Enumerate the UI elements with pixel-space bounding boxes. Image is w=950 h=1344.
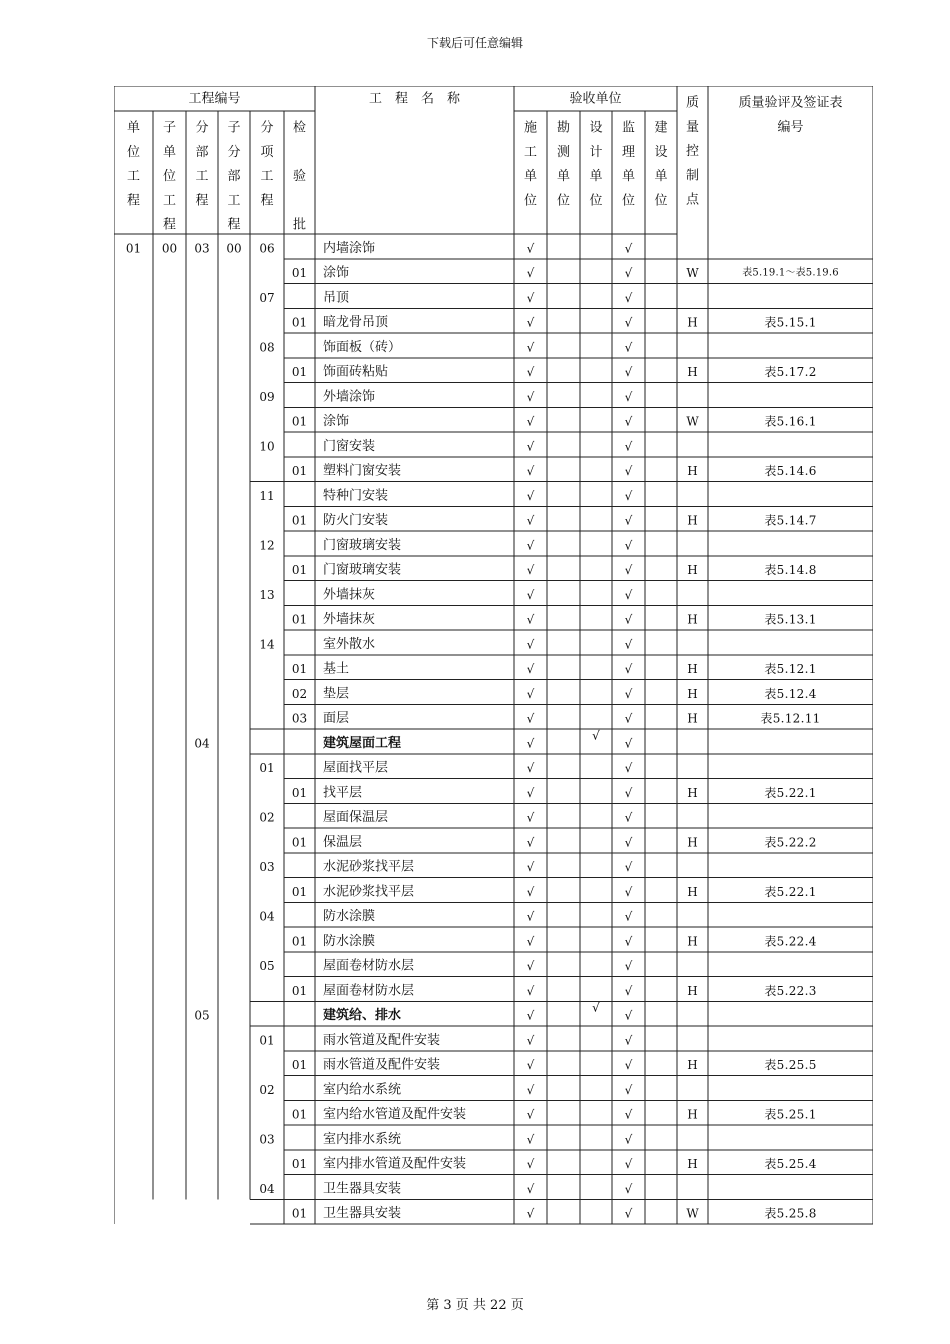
acceptance-check-3: √: [624, 884, 633, 899]
code-cell-5: 01: [291, 513, 308, 528]
acceptance-check-0: √: [526, 563, 535, 578]
acceptance-check-3: √: [624, 414, 633, 429]
project-name-cell: 建筑屋面工程: [323, 735, 402, 751]
header-project-code: 工程编号: [188, 91, 241, 107]
code-cell-1: 00: [161, 241, 178, 256]
acceptance-check-3: √: [624, 1033, 633, 1048]
quality-form-ref-cell: 表5.22.1: [764, 785, 817, 800]
header-code-col-1: 位: [162, 169, 177, 185]
project-name-cell: 水泥砂浆找平层: [323, 884, 415, 900]
acceptance-check-3: √: [624, 1107, 633, 1122]
acceptance-check-3: √: [624, 686, 633, 701]
acceptance-check-0: √: [526, 488, 535, 503]
acceptance-check-3: √: [624, 563, 633, 578]
header-unit-col-3: 位: [621, 193, 636, 209]
quality-control-point-cell: H: [687, 884, 698, 899]
acceptance-check-3: √: [624, 513, 633, 528]
quality-form-ref-cell: 表5.22.3: [764, 983, 817, 998]
header-code-col-3: 工: [227, 193, 241, 209]
quality-form-ref-cell: 表5.25.4: [764, 1157, 817, 1172]
project-name-cell: 面层: [323, 711, 350, 727]
header-unit-col-0: 单: [523, 169, 538, 185]
quality-control-point-cell: H: [687, 934, 698, 949]
acceptance-check-0: √: [526, 835, 535, 850]
quality-form-ref-cell: 表5.22.4: [764, 934, 817, 949]
quality-form-ref-cell: 表5.25.5: [764, 1058, 817, 1073]
project-name-cell: 雨水管道及配件安装: [323, 1057, 441, 1073]
header-unit-col-0: 施: [523, 120, 538, 136]
project-name-cell: 涂饰: [323, 265, 350, 281]
header-code-col-4: 分: [260, 120, 274, 136]
header-unit-col-1: 单: [556, 169, 571, 185]
project-name-cell: 卫生器具安装: [323, 1181, 402, 1197]
code-cell-5: 02: [291, 686, 308, 701]
header-code-col-3: 程: [227, 217, 241, 233]
header-code-col-3: 部: [227, 169, 241, 185]
code-cell-5: 01: [291, 983, 308, 998]
acceptance-check-0: √: [526, 241, 535, 256]
code-cell-0: 01: [125, 241, 142, 256]
header-code-col-2: 工: [195, 169, 209, 185]
header-acceptance-units: 验收单位: [569, 91, 622, 107]
acceptance-check-0: √: [526, 1008, 535, 1023]
acceptance-check-3: √: [624, 1082, 633, 1097]
acceptance-check-3: √: [624, 1157, 633, 1172]
header-unit-col-0: 工: [523, 144, 538, 160]
acceptance-check-0: √: [526, 414, 535, 429]
header-quality-form: 编号: [777, 119, 804, 135]
header-quality-form: 质量验评及签证表: [738, 95, 843, 111]
header-code-col-0: 工: [126, 169, 141, 185]
acceptance-check-0: √: [526, 513, 535, 528]
quality-form-ref-cell: 表5.25.8: [764, 1206, 817, 1221]
quality-form-ref-cell: 表5.14.6: [764, 464, 817, 479]
acceptance-check-0: √: [526, 1157, 535, 1172]
code-cell-5: 01: [291, 835, 308, 850]
code-cell-3: 00: [226, 241, 242, 256]
project-name-cell: 内墙涂饰: [323, 240, 376, 256]
code-cell-2: 05: [194, 1008, 210, 1023]
acceptance-check-3: √: [624, 1181, 633, 1196]
header-code-col-1: 程: [162, 217, 177, 233]
code-cell-2: 03: [194, 241, 210, 256]
project-name-cell: 门窗玻璃安装: [323, 562, 402, 578]
code-cell-4: 04: [259, 909, 275, 924]
header-unit-col-2: 计: [589, 144, 603, 160]
quality-form-ref-cell: 表5.12.1: [764, 662, 817, 677]
code-cell-4: 05: [259, 959, 275, 974]
quality-form-ref-cell: 表5.22.1: [764, 884, 817, 899]
quality-form-ref-cell: 表5.15.1: [764, 315, 817, 330]
quality-form-ref-cell: 表5.19.1～表5.19.6: [742, 267, 839, 279]
code-cell-5: 01: [291, 315, 308, 330]
acceptance-check-0: √: [526, 340, 535, 355]
project-name-cell: 屋面找平层: [323, 760, 389, 776]
code-cell-5: 01: [291, 563, 308, 578]
code-cell-4: 14: [259, 637, 275, 652]
project-name-cell: 防水涂膜: [323, 933, 376, 949]
header-code-col-5: 检: [292, 120, 307, 136]
acceptance-check-3: √: [624, 761, 633, 776]
quality-control-point-cell: H: [687, 464, 698, 479]
project-name-cell: 屋面卷材防水层: [323, 983, 415, 999]
project-name-cell: 找平层: [323, 785, 363, 801]
header-code-col-2: 程: [195, 193, 209, 209]
quality-inspection-table: [114, 86, 873, 1226]
header-unit-col-2: 设: [589, 120, 603, 136]
code-cell-4: 03: [259, 860, 275, 875]
acceptance-check-0: √: [526, 290, 535, 305]
quality-form-ref-cell: 表5.16.1: [764, 414, 817, 429]
header-code-col-4: 程: [260, 193, 274, 209]
code-cell-5: 01: [291, 662, 308, 677]
acceptance-check-3: √: [624, 810, 633, 825]
acceptance-check-3: √: [624, 785, 633, 800]
project-name-cell: 屋面保温层: [323, 810, 389, 826]
code-cell-5: 01: [291, 1206, 308, 1221]
header-code-col-5: 验: [292, 169, 307, 185]
header-unit-col-3: 单: [621, 169, 636, 185]
header-code-col-2: 分: [195, 120, 209, 136]
quality-control-point-cell: H: [687, 1157, 698, 1172]
code-cell-4: 07: [259, 290, 275, 305]
project-name-cell: 基土: [323, 661, 350, 677]
code-cell-4: 08: [259, 340, 275, 355]
header-unit-col-0: 位: [523, 193, 538, 209]
header-code-col-4: 项: [260, 144, 274, 160]
acceptance-check-3: √: [624, 835, 633, 850]
acceptance-check-0: √: [526, 1107, 535, 1122]
project-name-cell: 饰面砖粘贴: [323, 364, 389, 380]
acceptance-check-3: √: [624, 959, 633, 974]
quality-form-ref-cell: 表5.17.2: [764, 365, 817, 380]
acceptance-check-3: √: [624, 1206, 633, 1221]
acceptance-check-0: √: [526, 1132, 535, 1147]
quality-control-point-cell: W: [686, 414, 699, 429]
project-name-cell: 雨水管道及配件安装: [323, 1032, 441, 1048]
header-code-col-2: 部: [195, 144, 209, 160]
acceptance-check-0: √: [526, 464, 535, 479]
code-cell-4: 12: [259, 538, 275, 553]
code-cell-4: 04: [259, 1181, 275, 1196]
acceptance-check-3: √: [624, 711, 633, 726]
header-code-col-3: 子: [227, 120, 241, 136]
project-name-cell: 吊顶: [323, 290, 350, 306]
project-name-cell: 室内排水管道及配件安装: [323, 1156, 467, 1172]
header-unit-col-3: 监: [621, 120, 636, 136]
project-name-cell: 室外散水: [323, 636, 376, 652]
quality-control-point-cell: H: [687, 686, 698, 701]
project-name-cell: 外墙涂饰: [323, 389, 376, 405]
header-project-name: 工 程 名 称: [368, 91, 461, 107]
acceptance-check-0: √: [526, 1058, 535, 1073]
project-name-cell: 塑料门窗安装: [323, 463, 402, 479]
header-quality-control-point: 控: [685, 144, 700, 160]
header-unit-col-2: 位: [589, 193, 603, 209]
quality-form-ref-cell: 表5.25.1: [764, 1107, 817, 1122]
acceptance-check-3: √: [624, 637, 633, 652]
header-unit-col-1: 位: [556, 193, 571, 209]
project-name-cell: 涂饰: [323, 414, 350, 430]
acceptance-check-3: √: [624, 587, 633, 602]
quality-form-ref-cell: 表5.14.8: [764, 563, 817, 578]
header-unit-col-3: 理: [621, 144, 636, 160]
acceptance-check-3: √: [624, 1008, 633, 1023]
acceptance-check-3: √: [624, 389, 633, 404]
quality-control-point-cell: H: [687, 835, 698, 850]
acceptance-check-0: √: [526, 909, 535, 924]
acceptance-check-3: √: [624, 860, 633, 875]
project-name-cell: 垫层: [323, 686, 350, 702]
code-cell-4: 13: [259, 587, 275, 602]
quality-control-point-cell: H: [687, 563, 698, 578]
page-footer: 第 3 页 共 22 页: [426, 1298, 524, 1313]
acceptance-check-0: √: [526, 1033, 535, 1048]
quality-control-point-cell: H: [687, 365, 698, 380]
project-name-cell: 暗龙骨吊顶: [323, 315, 389, 331]
acceptance-check-3: √: [624, 340, 633, 355]
acceptance-check-0: √: [526, 389, 535, 404]
header-unit-col-4: 设: [654, 144, 668, 160]
acceptance-check-3: √: [624, 1132, 633, 1147]
code-cell-4: 01: [259, 1033, 275, 1048]
quality-control-point-cell: H: [687, 315, 698, 330]
code-cell-5: 01: [291, 884, 308, 899]
acceptance-check-0: √: [526, 761, 535, 776]
acceptance-check-3: √: [624, 934, 633, 949]
header-unit-col-4: 建: [654, 120, 668, 136]
acceptance-check-3: √: [624, 315, 633, 330]
code-cell-4: 06: [259, 241, 275, 256]
acceptance-check-0: √: [526, 587, 535, 602]
project-name-cell: 室内排水系统: [323, 1131, 402, 1147]
quality-control-point-cell: H: [687, 785, 698, 800]
header-code-col-1: 工: [162, 193, 177, 209]
acceptance-check-2: √: [592, 1000, 600, 1015]
header-code-col-0: 程: [126, 193, 141, 209]
project-name-cell: 屋面卷材防水层: [323, 958, 415, 974]
acceptance-check-0: √: [526, 612, 535, 627]
code-cell-5: 01: [291, 464, 308, 479]
page-header: 下载后可任意编辑: [426, 36, 523, 50]
acceptance-check-3: √: [624, 290, 633, 305]
acceptance-check-3: √: [624, 612, 633, 627]
quality-form-ref-cell: 表5.13.1: [764, 612, 817, 627]
acceptance-check-0: √: [526, 315, 535, 330]
code-cell-4: 11: [259, 488, 275, 503]
project-name-cell: 防水涂膜: [323, 909, 376, 925]
acceptance-check-0: √: [526, 1082, 535, 1097]
acceptance-check-0: √: [526, 365, 535, 380]
acceptance-check-0: √: [526, 983, 535, 998]
header-quality-control-point: 制: [685, 168, 700, 184]
acceptance-check-3: √: [624, 1058, 633, 1073]
quality-control-point-cell: H: [687, 711, 698, 726]
header-code-col-4: 工: [260, 169, 274, 185]
acceptance-check-3: √: [624, 266, 633, 281]
acceptance-check-3: √: [624, 439, 633, 454]
acceptance-check-0: √: [526, 1181, 535, 1196]
acceptance-check-3: √: [624, 736, 633, 751]
acceptance-check-0: √: [526, 1206, 535, 1221]
code-cell-4: 01: [259, 761, 275, 776]
header-unit-col-4: 位: [654, 193, 668, 209]
project-name-cell: 门窗玻璃安装: [323, 537, 402, 553]
project-name-cell: 水泥砂浆找平层: [323, 859, 415, 875]
acceptance-check-3: √: [624, 488, 633, 503]
acceptance-check-0: √: [526, 538, 535, 553]
acceptance-check-3: √: [624, 909, 633, 924]
header-quality-control-point: 量: [685, 119, 700, 135]
code-cell-5: 01: [291, 414, 308, 429]
acceptance-check-0: √: [526, 934, 535, 949]
header-code-col-3: 分: [227, 144, 241, 160]
quality-form-ref-cell: 表5.12.11: [760, 711, 821, 726]
code-cell-5: 03: [291, 711, 308, 726]
header-unit-col-1: 勘: [556, 120, 571, 136]
header-unit-col-2: 单: [589, 169, 603, 185]
acceptance-check-0: √: [526, 884, 535, 899]
code-cell-5: 01: [291, 785, 308, 800]
quality-control-point-cell: H: [687, 983, 698, 998]
code-cell-5: 01: [291, 934, 308, 949]
acceptance-check-0: √: [526, 662, 535, 677]
quality-form-ref-cell: 表5.22.2: [764, 835, 817, 850]
project-name-cell: 门窗安装: [323, 438, 376, 454]
acceptance-check-0: √: [526, 785, 535, 800]
code-cell-4: 09: [259, 389, 275, 404]
acceptance-check-3: √: [624, 538, 633, 553]
project-name-cell: 建筑给、排水: [323, 1008, 402, 1024]
quality-control-point-cell: W: [686, 266, 699, 281]
code-cell-5: 01: [291, 365, 308, 380]
acceptance-check-3: √: [624, 464, 633, 479]
project-name-cell: 外墙抹灰: [323, 587, 376, 603]
code-cell-5: 01: [291, 1107, 308, 1122]
code-cell-4: 03: [259, 1132, 275, 1147]
project-name-cell: 保温层: [323, 834, 363, 850]
header-code-col-0: 位: [126, 144, 141, 160]
quality-control-point-cell: H: [687, 612, 698, 627]
header-code-col-1: 单: [162, 144, 177, 160]
header-code-col-5: 批: [292, 217, 307, 233]
header-code-col-0: 单: [126, 120, 141, 136]
header-quality-control-point: 点: [685, 192, 700, 208]
project-name-cell: 外墙抹灰: [323, 612, 376, 628]
code-cell-5: 01: [291, 1157, 308, 1172]
acceptance-check-0: √: [526, 959, 535, 974]
project-name-cell: 特种门安装: [323, 488, 389, 504]
acceptance-check-0: √: [526, 686, 535, 701]
acceptance-check-3: √: [624, 241, 633, 256]
acceptance-check-3: √: [624, 662, 633, 677]
header-code-col-1: 子: [162, 120, 177, 136]
code-cell-4: 10: [259, 439, 275, 454]
quality-control-point-cell: H: [687, 1058, 698, 1073]
header-unit-col-1: 测: [556, 144, 571, 160]
acceptance-check-0: √: [526, 736, 535, 751]
quality-control-point-cell: H: [687, 1107, 698, 1122]
code-cell-5: 01: [291, 266, 308, 281]
header-quality-control-point: 质: [685, 95, 700, 111]
code-cell-4: 02: [259, 1082, 275, 1097]
acceptance-check-0: √: [526, 860, 535, 875]
acceptance-check-0: √: [526, 266, 535, 281]
header-unit-col-4: 单: [654, 169, 668, 185]
acceptance-check-2: √: [592, 728, 600, 743]
quality-control-point-cell: W: [686, 1206, 699, 1221]
code-cell-5: 01: [291, 1058, 308, 1073]
acceptance-check-0: √: [526, 439, 535, 454]
quality-form-ref-cell: 表5.14.7: [764, 513, 817, 528]
acceptance-check-3: √: [624, 365, 633, 380]
acceptance-check-0: √: [526, 810, 535, 825]
code-cell-2: 04: [194, 736, 210, 751]
project-name-cell: 室内给水系统: [323, 1082, 402, 1098]
code-cell-5: 01: [291, 612, 308, 627]
quality-form-ref-cell: 表5.12.4: [764, 686, 817, 701]
quality-control-point-cell: H: [687, 513, 698, 528]
project-name-cell: 防火门安装: [323, 513, 389, 529]
acceptance-check-0: √: [526, 637, 535, 652]
project-name-cell: 室内给水管道及配件安装: [323, 1107, 467, 1123]
project-name-cell: 饰面板（砖）: [323, 339, 402, 355]
project-name-cell: 卫生器具安装: [323, 1206, 402, 1222]
quality-control-point-cell: H: [687, 662, 698, 677]
acceptance-check-0: √: [526, 711, 535, 726]
code-cell-4: 02: [259, 810, 275, 825]
acceptance-check-3: √: [624, 983, 633, 998]
